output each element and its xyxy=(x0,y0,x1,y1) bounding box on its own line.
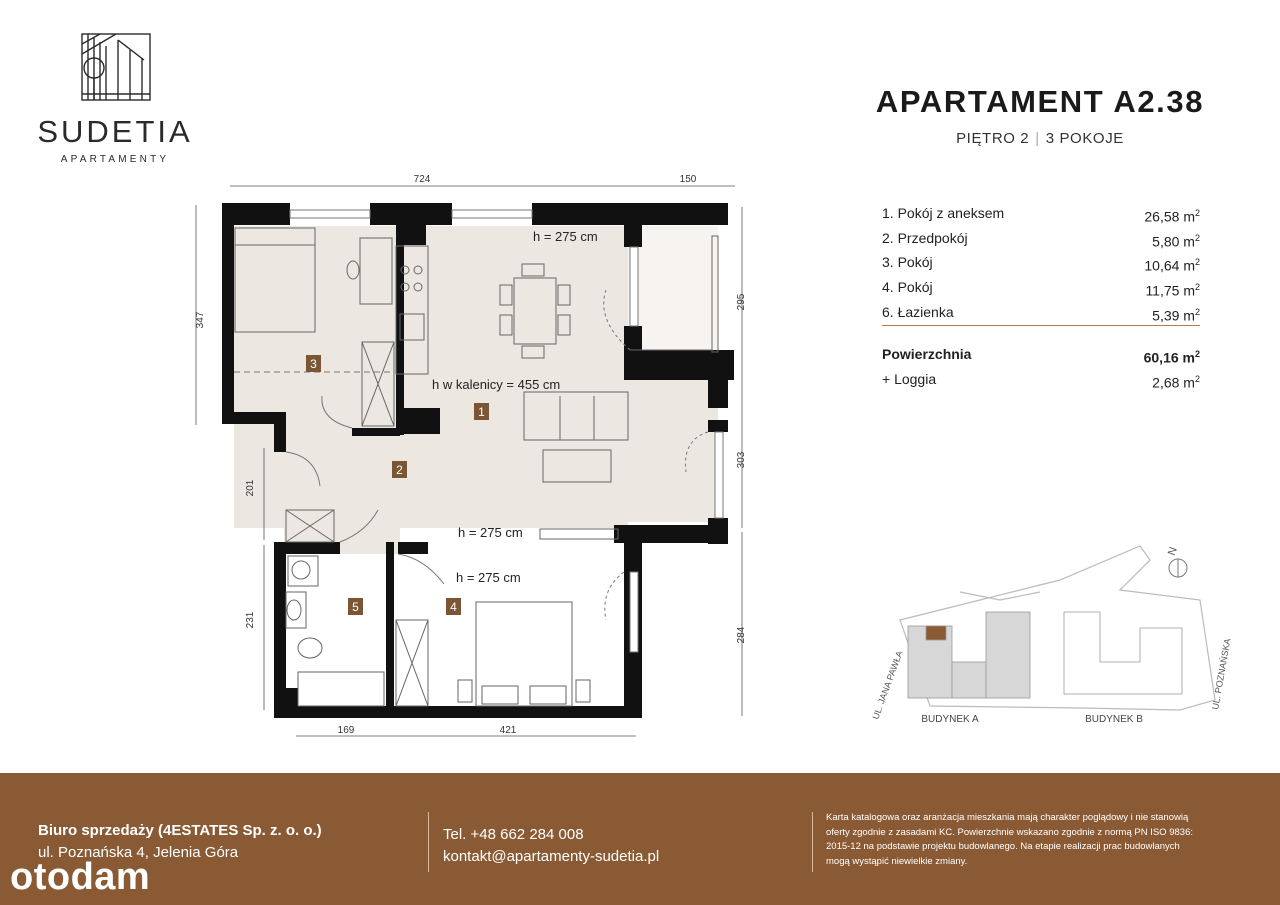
room-row xyxy=(882,228,1200,253)
area-totals xyxy=(882,344,1200,393)
street-label-right: UL. POZNAŃSKA xyxy=(1210,637,1233,711)
building-b-shape xyxy=(1064,612,1182,694)
street-label-left: UL. JANA PAWŁA xyxy=(870,649,905,721)
height-label-hall: h = 275 cm xyxy=(458,525,523,540)
dim-left-upper: 347 xyxy=(195,311,206,329)
building-a-shape xyxy=(908,612,1030,698)
dim-left-lower: 231 xyxy=(245,611,256,629)
total-surface-row xyxy=(882,344,1200,369)
room-area: 5,39 $m^2$ xyxy=(1152,306,1200,324)
total-surface-label: Powierzchnia xyxy=(882,346,972,362)
loggia-value: 2,68 $m^2$ xyxy=(1152,373,1200,391)
height-label-bedroom: h = 275 cm xyxy=(456,570,521,585)
watermark-logo: otodam xyxy=(10,856,151,898)
dim-top-main: 724 xyxy=(413,174,431,185)
email-link[interactable]: kontakt@apartamenty-sudetia.pl xyxy=(443,848,660,865)
apartment-title: APARTAMENT A2.38 xyxy=(875,84,1205,119)
separator: | xyxy=(1035,130,1040,147)
dim-top-loggia: 150 xyxy=(679,174,697,185)
room-area: 26,58 $m^2$ xyxy=(1144,208,1200,225)
brand-logo xyxy=(30,30,230,170)
brand-name: SUDETIA xyxy=(37,114,193,149)
dim-bottom-left: 169 xyxy=(337,725,355,736)
dim-left-middle: 201 xyxy=(245,479,256,497)
room-name: 6. Łazienka xyxy=(882,303,954,320)
floor-plan xyxy=(180,170,780,750)
loggia-row xyxy=(882,369,1200,394)
room-number-3: 3 xyxy=(310,357,317,371)
logo-emblem-icon xyxy=(30,30,230,110)
north-label: N xyxy=(1165,545,1180,558)
room-area: 10,64 $m^2$ xyxy=(1144,257,1200,274)
footer-separator xyxy=(812,812,813,872)
dim-bottom-right: 421 xyxy=(499,725,517,736)
room-name: 2. Przedpokój xyxy=(882,229,968,246)
table-divider xyxy=(882,325,1200,326)
height-label-gable: h w kalenicy = 455 cm xyxy=(432,377,561,392)
site-map xyxy=(855,535,1235,745)
dim-right-lower: 284 xyxy=(736,626,747,644)
room-name: 3. Pokój xyxy=(882,254,933,271)
room-number-4: 4 xyxy=(450,600,457,614)
disclaimer-text: Karta katalogowa oraz aranżacja mieszkania mają charakter poglądowy i nie stanowią oferty zgodnie z zasadami KC. Powierzchnie wskazano zgodnie z normą PN ISO 9836: 2015-12 na podstawie projektu budowlanego. Na etapie realizacji prac budowlanych mogą wystąpić niewielkie zmiany. xyxy=(826,812,1193,867)
room-area: 11,75 $m^2$ xyxy=(1145,281,1200,299)
brand-subtitle: APARTAMENTY xyxy=(60,154,170,165)
dim-right-upper: 295 xyxy=(736,293,747,311)
building-b-label: BUDYNEK B xyxy=(1085,714,1143,725)
building-a-label: BUDYNEK A xyxy=(921,714,979,725)
room-row xyxy=(882,302,1200,327)
loggia-label: + Loggia xyxy=(882,370,937,387)
height-label-living: h = 275 cm xyxy=(533,229,598,244)
sales-office-name: Biuro sprzedaży (4ESTATES Sp. z. o. o.) xyxy=(38,822,322,839)
room-number-5: 5 xyxy=(352,600,359,614)
room-area: 5,80 $m^2$ xyxy=(1152,232,1200,250)
apartment-subtitle xyxy=(860,130,1220,147)
room-row xyxy=(882,277,1200,302)
room-name: 1. Pokój z aneksem xyxy=(882,205,1005,221)
room-name: 4. Pokój xyxy=(882,278,933,295)
room-row xyxy=(882,203,1200,228)
dim-right-middle: 303 xyxy=(736,451,747,469)
total-surface-value: 60,16 $m^2$ xyxy=(1143,349,1200,366)
rooms-count-label: 3 POKOJE xyxy=(1045,130,1124,147)
room-row xyxy=(882,252,1200,277)
room-area-list xyxy=(882,203,1200,326)
room-number-1: 1 xyxy=(478,405,485,419)
sales-office-address: ul. Poznańska 4, Jelenia Góra xyxy=(38,844,239,861)
phone-number[interactable]: Tel. +48 662 284 008 xyxy=(443,826,584,843)
room-number-2: 2 xyxy=(396,463,403,477)
floor-label: PIĘTRO 2 xyxy=(956,130,1030,147)
footer-separator xyxy=(428,812,429,872)
